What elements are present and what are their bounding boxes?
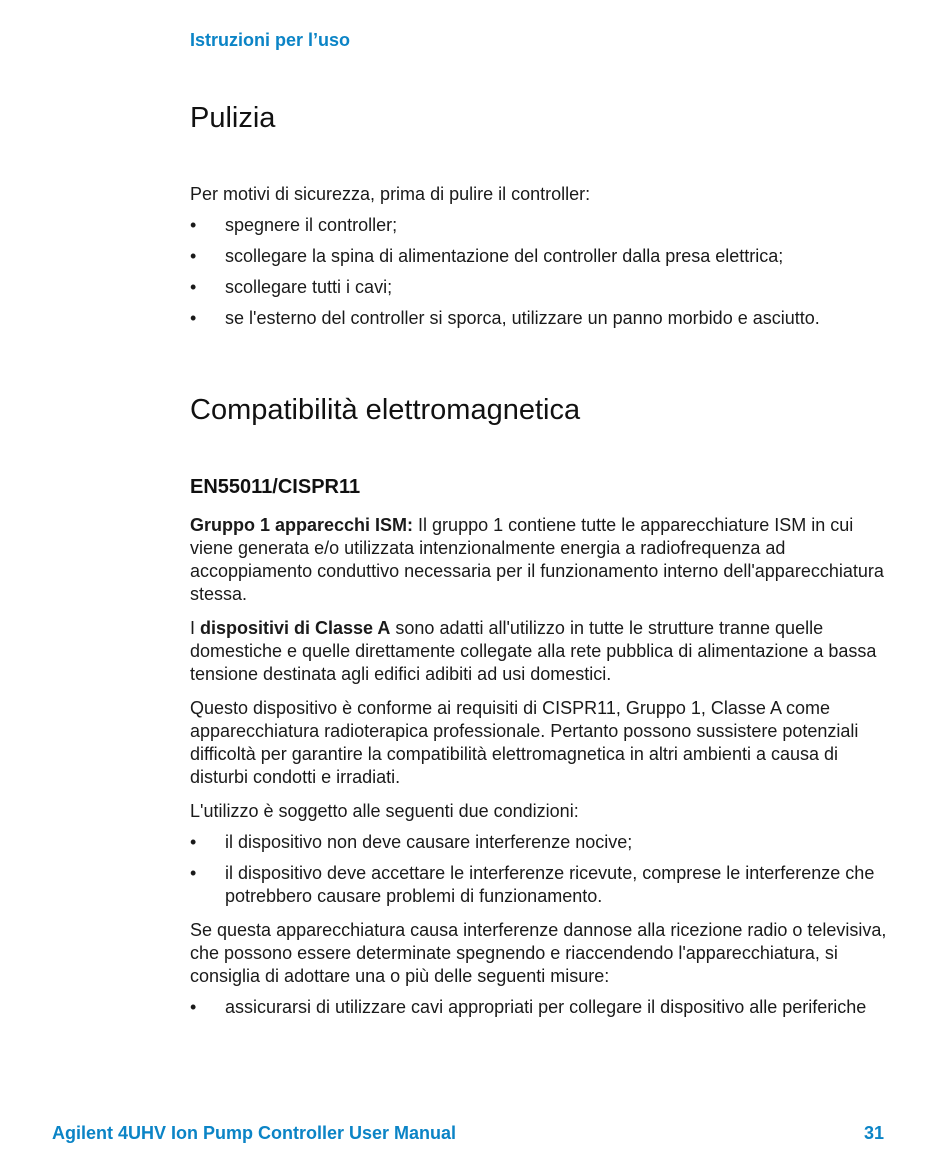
- section-title-cleaning: Pulizia: [190, 102, 276, 134]
- list-item: • scollegare tutti i cavi;: [190, 277, 393, 297]
- bullet-icon: •: [190, 308, 197, 328]
- cleaning-intro: Per motivi di sicurezza, prima di pulire il controller:: [190, 184, 591, 204]
- list-item: • il dispositivo non deve causare interferenze nocive;: [190, 832, 633, 852]
- bullet-icon: •: [190, 246, 197, 266]
- list-item: • scollegare la spina di alimentazione del controller dalla presa elettrica;: [190, 246, 784, 266]
- class-a-paragraph: I dispositivi di Classe A sono adatti all'utilizzo in tutte le strutture tranne quelle domestiche e quelle direttamente collegate alla rete pubblica di alimentazione a bassa tensione destinata agli edifici adibiti ad usi domestici.: [190, 618, 877, 684]
- bullet-icon: •: [190, 863, 197, 883]
- group-paragraph: Gruppo 1 apparecchi ISM: Il gruppo 1 contiene tutte le apparecchiature ISM in cui viene generata e/o utilizzata intenzionalmente energia a radiofrequenza ad accoppiamento conduttivo necessaria per il funzionamento interno dell'apparecchiatura stessa.: [190, 515, 884, 604]
- running-header: Istruzioni per l’uso: [190, 30, 351, 50]
- conditions-intro: L'utilizzo è soggetto alle seguenti due condizioni:: [190, 801, 579, 821]
- emc-section: [190, 514, 900, 1019]
- bullet-icon: •: [190, 997, 197, 1017]
- measures-intro: Se questa apparecchiatura causa interferenze dannose alla ricezione radio o televisiva, che possono essere determinate spegnendo e riaccendendo l'apparecchiatura, si consiglia di adottare una o più delle seguenti misure:: [190, 920, 887, 986]
- list-item: • se l'esterno del controller si sporca, utilizzare un panno morbido e asciutto.: [190, 308, 820, 328]
- page-number: 31: [863, 1123, 884, 1143]
- list-item: • assicurarsi di utilizzare cavi appropriati per collegare il dispositivo alle periferiche: [190, 997, 867, 1017]
- bullet-icon: •: [190, 832, 197, 852]
- compliance-paragraph: Questo dispositivo è conforme ai requisiti di CISPR11, Gruppo 1, Classe A come apparecchiatura radioterapica professionale. Pertanto possono sussistere potenziali difficoltà per garantire la compatibilità elettromagnetica in altri ambienti a causa di disturbi condotti e irradiati.: [190, 698, 859, 787]
- group-label: Gruppo 1 apparecchi ISM:: [190, 515, 414, 535]
- conditions-list: [190, 831, 900, 908]
- section-title-emc: Compatibilità elettromagnetica: [190, 394, 581, 426]
- cleaning-list: [190, 214, 900, 330]
- cleaning-section: [190, 183, 900, 330]
- class-a-label: dispositivi di Classe A: [200, 618, 391, 638]
- bullet-icon: •: [190, 215, 197, 235]
- footer-manual-title: Agilent 4UHV Ion Pump Controller User Manual: [52, 1123, 457, 1143]
- list-item: • spegnere il controller;: [190, 215, 398, 235]
- bullet-icon: •: [190, 277, 197, 297]
- measures-list: [190, 996, 900, 1019]
- list-item: • il dispositivo deve accettare le interferenze ricevute, comprese le interferenze che potrebbero causare problemi di funzionamento.: [190, 863, 875, 906]
- subsection-title: EN55011/CISPR11: [190, 476, 361, 498]
